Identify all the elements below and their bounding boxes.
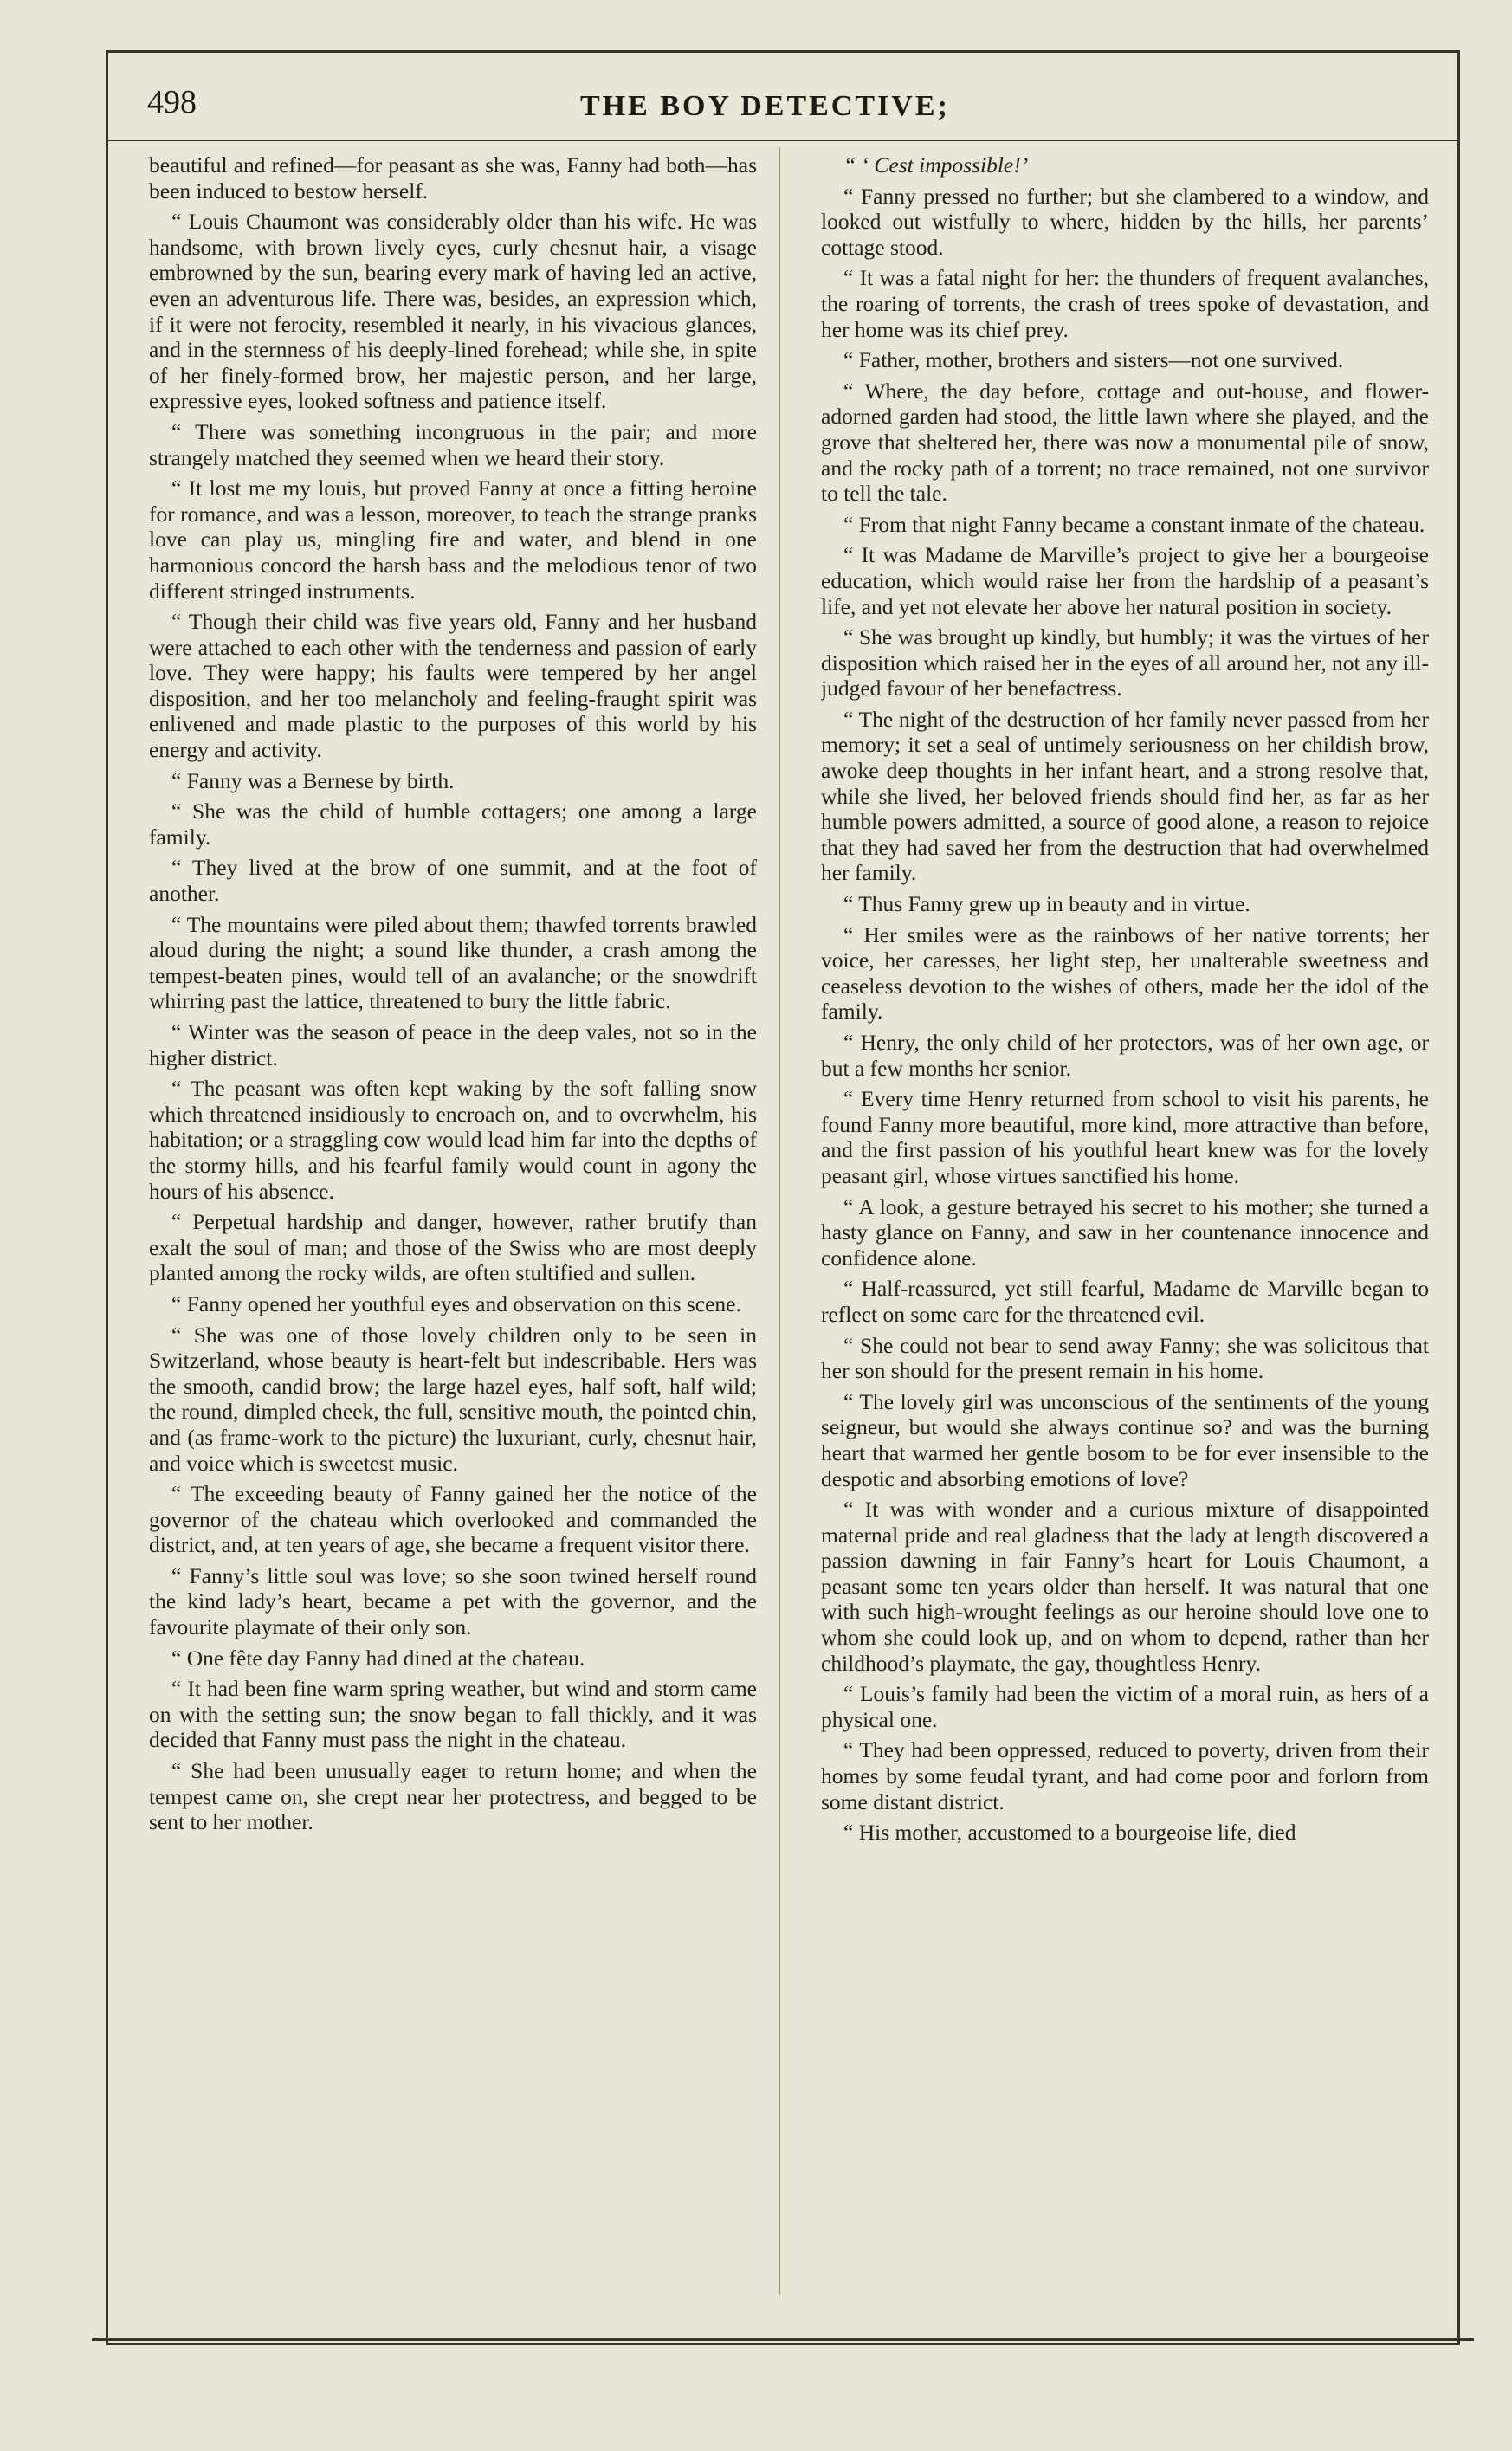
paragraph: “ Fanny opened her youthful eyes and observation on this scene. [171, 1290, 741, 1316]
paragraph: “ One fête day Fanny had dined at the chateau. [171, 1645, 585, 1671]
paragraph: “ They had been oppressed, reduced to poverty, driven from their homes by some feudal tyrant, and had come poor and forlorn from some distant district. [821, 1737, 1429, 1814]
paragraph: “ She was the child of humble cottagers; one among a large family. [149, 799, 757, 850]
paragraph: “ Thus Fanny grew up in beauty and in virtue. [843, 891, 1250, 917]
paragraph: “ It was with wonder and a curious mixture of disappointed maternal pride and real gladness that the lady at length discovered a passion dawning in fair Fanny’s heart for Louis Chaumont, a peasant some ten years older than herself. It was natural that one with such high-wrought feelings as our heroine should love one to whom she could look up, and on whom to depend, rather than her childhood’s playmate, the gay, thoughtless Henry. [821, 1497, 1429, 1676]
paragraph: “ Though their child was five years old, Fanny and her husband were attached to each other with the tenderness and passion of early love. They were happy; his faults were tempered by her angel disposition, and her too melancholy and feeling-fraught spirit was enlivened and made plastic to the purposes of this world by his energy and activity. [149, 609, 757, 763]
paragraph: “ Her smiles were as the rainbows of her native torrents; her voice, her caresses, her light step, her unalterable sweetness and ceaseless devotion to the wishes of others, made her the idol of the family. [821, 922, 1429, 1025]
paragraph: “ She was brought up kindly, but humbly; it was the virtues of her disposition which raised her in the eyes of all around her, not any ill-judged favour of her benefactress. [821, 624, 1429, 702]
paragraph: “ Perpetual hardship and danger, however, rather brutify than exalt the soul of man; and those of the Swiss who are most deeply planted among the rocky wilds, are often stultified and sullen. [149, 1209, 757, 1286]
paragraph: “ They lived at the brow of one summit, and at the foot of another. [149, 855, 757, 907]
paragraph: “ It was Madame de Marville’s project to give her a bourgeoise education, which would raise her from the hardship of a peasant’s life, and yet not elevate her above her natural position in society. [821, 542, 1429, 619]
paragraph: “ The peasant was often kept waking by the soft falling snow which threatened insidiously to encroach on, and to overwhelm, his habitation; or a straggling cow would lead him far into the depths of the stormy hills, and his fearful family would count in agony the hours of his absence. [149, 1076, 757, 1204]
paragraph: “ Every time Henry returned from school to visit his parents, he found Fanny more beautiful, more kind, more attractive than before, and the first passion of his youthful heart knew was for the lovely peasant girl, whose virtues sanctified his home. [821, 1086, 1429, 1188]
paragraph: “ Fanny pressed no further; but she clambered to a window, and looked out wistfully to where, hidden by the hills, her parents’ cottage stood. [821, 183, 1429, 260]
paragraph: “ She was one of those lovely children only to be seen in Switzerland, whose beauty is heart-felt but indescribable. Hers was the smooth, candid brow; the large hazel eyes, half soft, half wild; the round, dimpled cheek, the full, sensitive mouth, the pointed chin, and (as frame-work to the picture) the luxuriant, curly, chesnut hair, and voice which is sweetest music. [149, 1322, 757, 1476]
paragraph: “ The mountains were piled about them; thawfed torrents brawled aloud during the night; a sound like thunder, a crash among the tempest-beaten pines, would tell of an avalanche; or the snowdrift whirring past the lattice, threatened to bury the little fabric. [149, 911, 757, 1014]
paragraph: “ The lovely girl was unconscious of the sentiments of the young seigneur, but would she always continue so? and was the burning heart that warmed her gentle bosom to be for ever insensible to the despotic and absorbing emotions of love? [821, 1388, 1429, 1491]
paragraph: “ Henry, the only child of her protectors, was of her own age, or but a few months her senior. [821, 1030, 1429, 1081]
paragraph: “ It lost me my louis, but proved Fanny at once a fitting heroine for romance, and was a lesson, moreover, to teach the strange pranks love can play us, mingling fire and water, and blend in one harmonious concord the harsh bass and the melodious tenor of two different stringed instruments. [149, 475, 757, 604]
paragraph: “ It had been fine warm spring weather, but wind and storm came on with the setting sun; the snow began to fall thickly, and it was decided that Fanny must pass the night in the chateau. [149, 1676, 757, 1753]
paragraph: “ The exceeding beauty of Fanny gained her the notice of the governor of the chateau which overlooked and commanded the district, and, at ten years of age, she became a frequent visitor there. [149, 1481, 757, 1558]
page-number: 498 [147, 84, 197, 120]
paragraph: “ ‘ Cest impossible!’ [843, 152, 1029, 178]
running-title: THE BOY DETECTIVE; [580, 90, 950, 122]
header-rule [106, 139, 1460, 141]
paragraph: beautiful and refined—for peasant as she was, Fanny had both—has been induced to bestow herself. [149, 152, 757, 204]
paragraph: “ Louis Chaumont was considerably older than his wife. He was handsome, with brown lively eyes, curly chesnut hair, a visage embrowned by the sun, bearing every mark of having led an active, even an adventurous life. There was, besides, an expression which, if it were not ferocity, resembled it nearly, in his vivacious glances, and in the sternness of his deeply-lined forehead; while she, in spite of her finely-formed brow, her majestic person, and her large, expressive eyes, looked softness and patience itself. [149, 209, 757, 414]
paragraph: “ It was a fatal night for her: the thunders of frequent avalanches, the roaring of torrents, the crash of trees spoke of devastation, and her home was its chief prey. [821, 265, 1429, 342]
paragraph: “ There was something incongruous in the pair; and more strangely matched they seemed when we heard their story. [149, 418, 757, 470]
right-column [821, 152, 1429, 2283]
left-column [149, 152, 757, 2283]
paragraph: “ His mother, accustomed to a bourgeoise life, died [843, 1820, 1296, 1846]
paragraph: “ Where, the day before, cottage and out-house, and flower-adorned garden had stood, the little lawn where she played, and the grove that sheltered her, there was now a monumental pile of snow, and the rocky path of a torrent; no trace remained, not one survivor to tell the tale. [821, 378, 1429, 507]
paragraph: “ Louis’s family had been the victim of a moral ruin, as hers of a physical one. [821, 1681, 1429, 1732]
paragraph: “ From that night Fanny became a constant inmate of the chateau. [843, 511, 1425, 537]
paragraph: “ Father, mother, brothers and sisters—not one survived. [843, 347, 1344, 373]
paragraph: “ She could not bear to send away Fanny; she was solicitous that her son should for the present remain in his home. [821, 1332, 1429, 1384]
paragraph: “ The night of the destruction of her family never passed from her memory; it set a seal of untimely seriousness on her childish brow, awoke deep thoughts in her infant heart, and a strong resolve that, while she lived, her beloved friends should find her, as far as her humble powers admitted, a source of good alone, a reason to rejoice that they had saved her from the destruction that had overwhelmed her family. [821, 706, 1429, 886]
paragraph: “ A look, a gesture betrayed his secret to his mother; she turned a hasty glance on Fanny, and saw in her countenance innocence and confidence alone. [821, 1193, 1429, 1271]
paragraph: “ Fanny was a Bernese by birth. [171, 767, 455, 793]
paragraph: “ Winter was the season of peace in the deep vales, not so in the higher district. [149, 1019, 757, 1070]
paragraph: “ Half-reassured, yet still fearful, Madame de Marville began to reflect on some care for the threatened evil. [821, 1276, 1429, 1327]
paragraph: “ She had been unusually eager to return home; and when the tempest came on, she crept near her protectress, and begged to be sent to her mother. [149, 1758, 757, 1835]
footer-rule [92, 2338, 1474, 2341]
paragraph: “ Fanny’s little soul was love; so she soon twined herself round the kind lady’s heart, became a pet with the governor, and the favourite playmate of their only son. [149, 1562, 757, 1640]
column-divider [779, 147, 780, 2295]
